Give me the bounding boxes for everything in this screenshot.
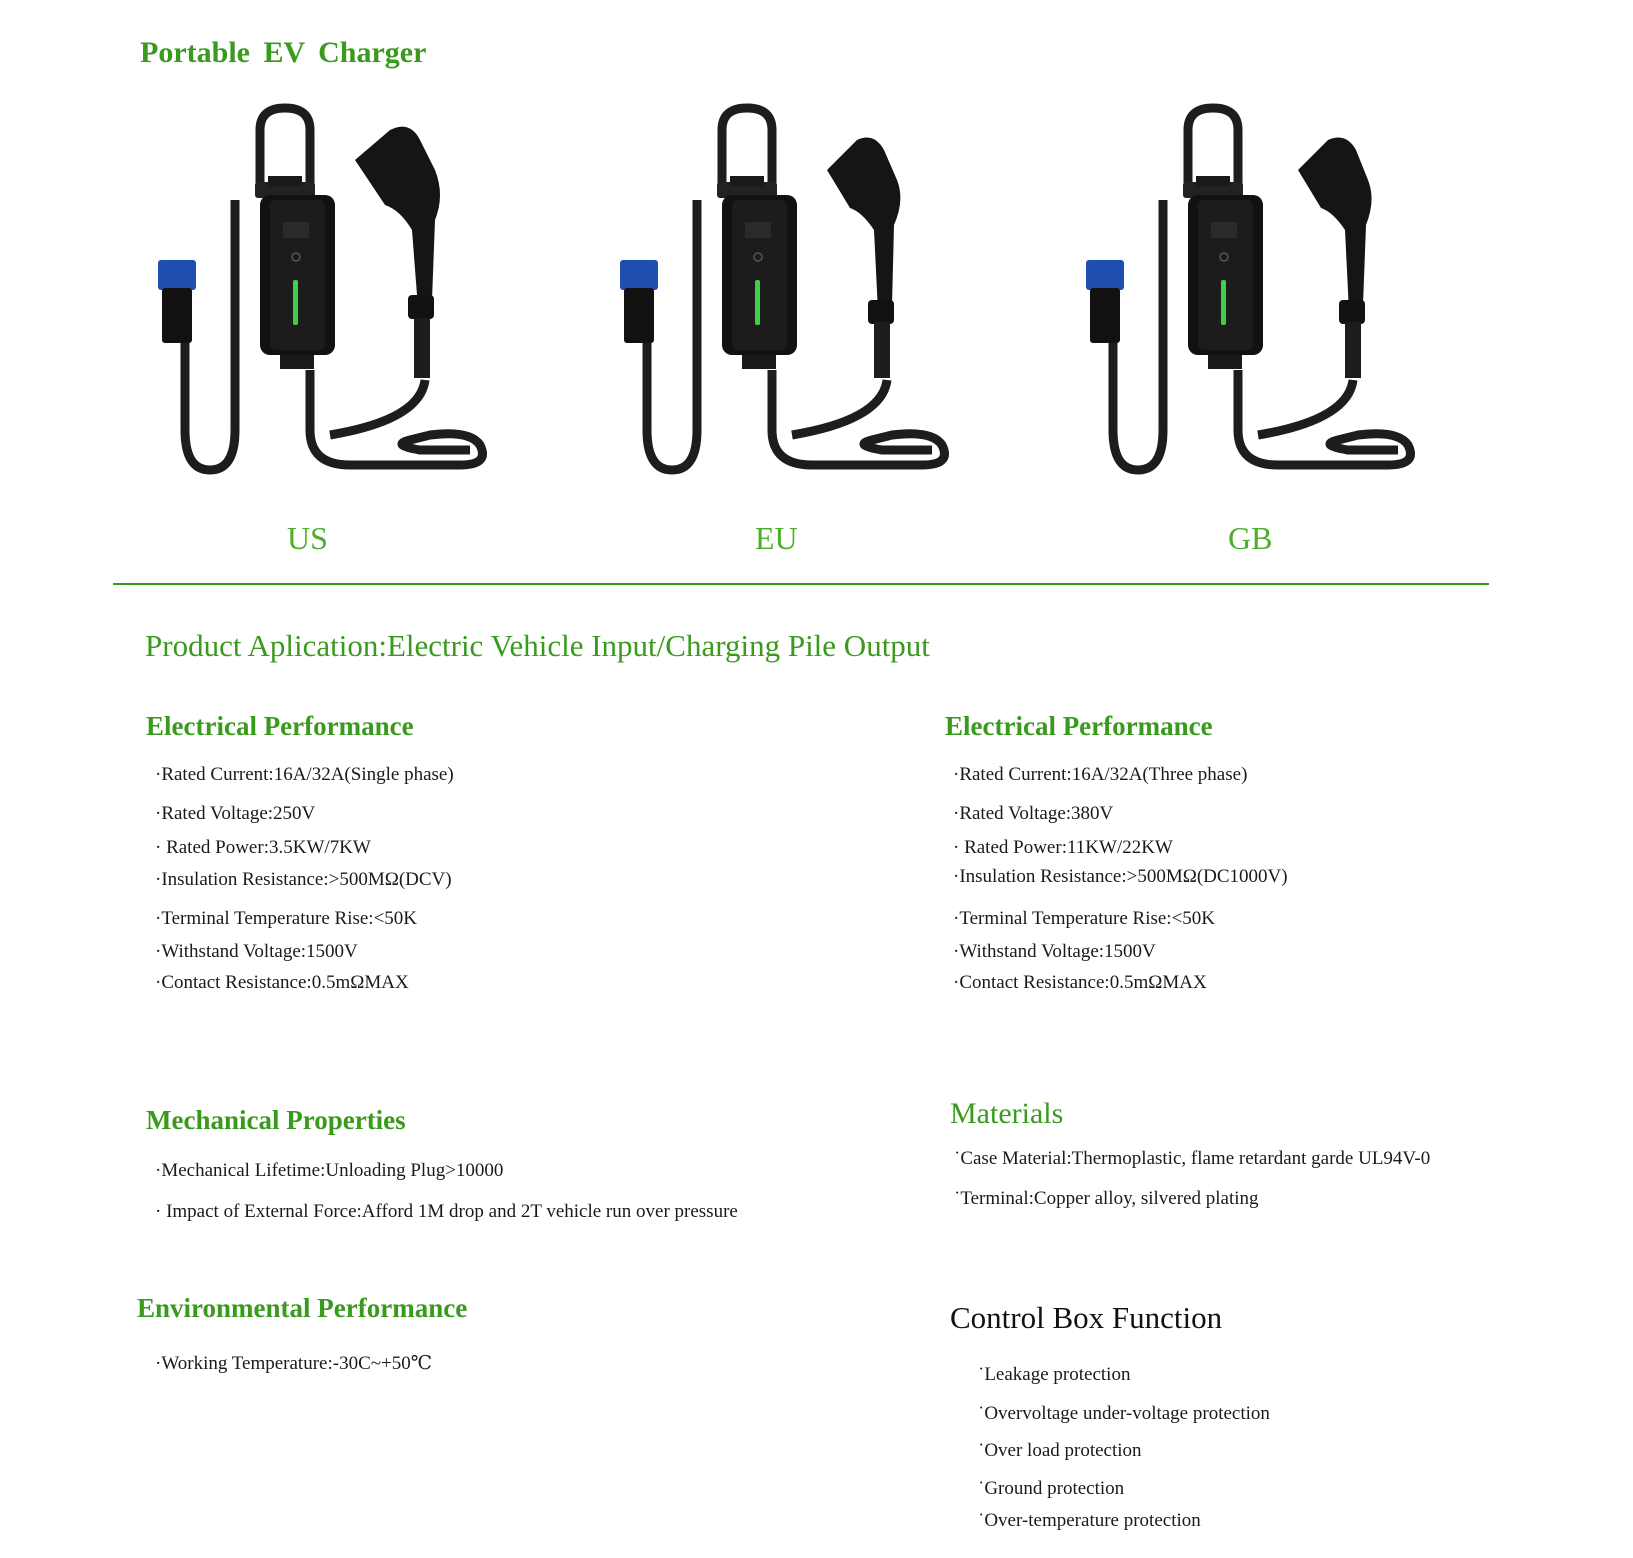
environmental-heading: Environmental Performance: [137, 1293, 468, 1323]
spec-item: ˙Ground protection: [978, 1478, 1125, 1499]
us-charger-image: [150, 100, 500, 490]
region-label-eu: EU: [755, 520, 798, 556]
spec-item: ˙Terminal:Copper alloy, silvered plating: [954, 1188, 1259, 1209]
spec-item: ·Insulation Resistance:>500MΩ(DC1000V): [953, 866, 1288, 887]
region-label-gb: GB: [1228, 520, 1273, 556]
spec-item: ·Withstand Voltage:1500V: [953, 941, 1156, 962]
spec-item: ˙Over-temperature protection: [978, 1510, 1201, 1531]
spec-item: ·Terminal Temperature Rise:<50K: [155, 908, 418, 929]
section-divider: [113, 583, 1489, 585]
spec-item: ˙Case Material:Thermoplastic, flame retardant garde UL94V-0: [954, 1148, 1431, 1169]
spec-item: ·Mechanical Lifetime:Unloading Plug>10000: [155, 1160, 504, 1181]
control-box-heading: Control Box Function: [950, 1300, 1223, 1335]
spec-item: ·Insulation Resistance:>500MΩ(DCV): [155, 869, 452, 890]
spec-item: · Rated Power:3.5KW/7KW: [155, 837, 371, 858]
spec-item: ˙Leakage protection: [978, 1364, 1131, 1385]
page-title: Portable EV Charger: [140, 36, 427, 69]
mechanical-heading: Mechanical Properties: [146, 1105, 406, 1135]
spec-item: · Rated Power:11KW/22KW: [953, 837, 1173, 858]
materials-heading: Materials: [950, 1097, 1064, 1130]
spec-item: ·Rated Voltage:380V: [953, 803, 1114, 824]
spec-item: ·Terminal Temperature Rise:<50K: [953, 908, 1216, 929]
region-label-us: US: [287, 520, 328, 556]
spec-item: ·Rated Voltage:250V: [155, 803, 316, 824]
gb-charger-image: [1078, 100, 1428, 490]
spec-item: ·Rated Current:16A/32A(Three phase): [953, 764, 1248, 785]
spec-item: ·Contact Resistance:0.5mΩMAX: [953, 972, 1207, 993]
eu-charger-image: [612, 100, 962, 490]
spec-item: · Impact of External Force:Afford 1M drop and 2T vehicle run over pressure: [155, 1201, 738, 1222]
spec-item: ˙Overvoltage under-voltage protection: [978, 1403, 1270, 1424]
spec-item: ·Working Temperature:-30C~+50℃: [155, 1353, 433, 1374]
electrical-three-heading: Electrical Performance: [945, 711, 1213, 741]
spec-item: ·Withstand Voltage:1500V: [155, 941, 358, 962]
spec-item: ·Rated Current:16A/32A(Single phase): [155, 764, 454, 785]
spec-item: ˙Over load protection: [978, 1440, 1142, 1461]
spec-item: ·Contact Resistance:0.5mΩMAX: [155, 972, 409, 993]
product-application: Product Aplication:Electric Vehicle Input/Charging Pile Output: [145, 628, 930, 663]
electrical-single-heading: Electrical Performance: [146, 711, 414, 741]
